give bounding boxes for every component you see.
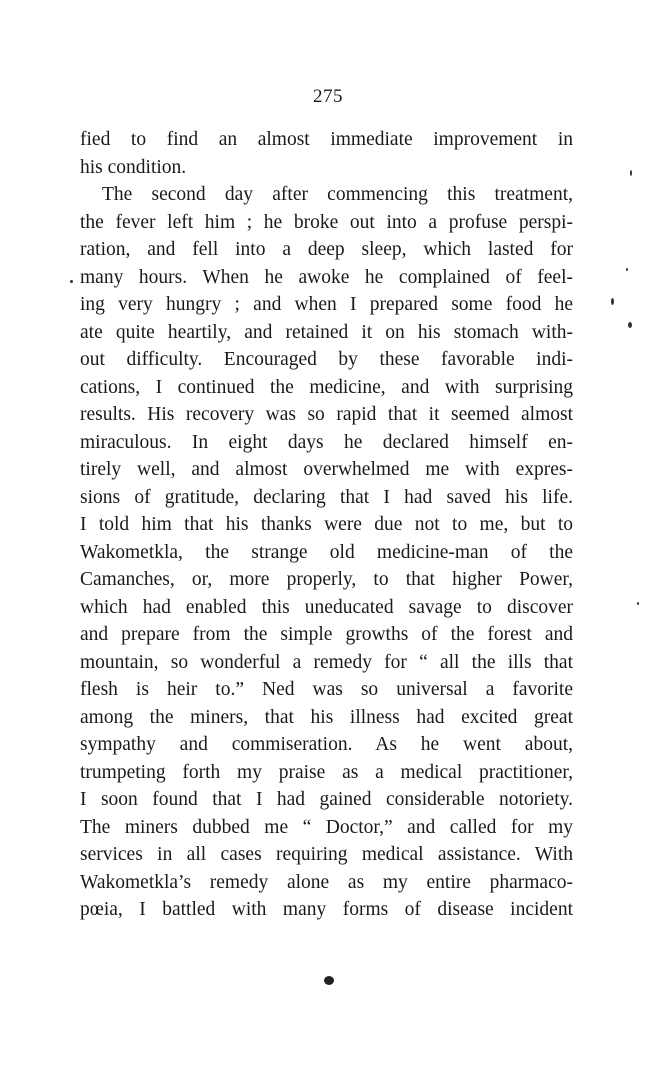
text-line: sympathy and commiseration. As he went about, [80, 734, 573, 755]
text-line: results. His recovery was so rapid that it seemed almost [80, 404, 573, 425]
text-line: ate quite heartily, and retained it on his stomach with- [80, 321, 573, 343]
printer-ornament-mark [324, 976, 334, 985]
text-line: The miners dubbed me “ Doctor,” and called for my [80, 816, 573, 838]
scan-speck [70, 280, 73, 283]
text-line: out difficulty. Encouraged by these favorable indi- [80, 349, 573, 370]
scan-speck [626, 268, 628, 271]
text-line: I soon found that I had gained considerable notoriety. [80, 789, 573, 810]
text-line: I told him that his thanks were due not to me, but to [80, 514, 573, 535]
text-line: miraculous. In eight days he declared himself en- [80, 431, 573, 453]
text-line: ing very hungry ; and when I prepared some food he [80, 294, 573, 315]
text-line: which had enabled this uneducated savage to discover [80, 596, 573, 618]
text-line: pœia, I battled with many forms of disease incident [80, 899, 573, 920]
text-line: fied to find an almost immediate improvement in [80, 129, 573, 150]
text-line: the fever left him ; he broke out into a profuse perspi- [80, 211, 573, 233]
text-line: ration, and fell into a deep sleep, which lasted for [80, 239, 573, 260]
body-text [80, 126, 573, 924]
text-line: The second day after commencing this treatment, [102, 184, 573, 205]
text-line: services in all cases requiring medical assistance. With [80, 844, 573, 865]
text-line: flesh is heir to.” Ned was so universal a favorite [80, 679, 573, 700]
scan-speck [611, 298, 614, 305]
text-line: trumpeting forth my praise as a medical practitioner, [80, 761, 573, 783]
scan-speck [628, 322, 632, 328]
text-line: Wakometkla, the strange old medicine-man of the [80, 541, 573, 563]
text-line: Camanches, or, more properly, to that higher Power, [80, 569, 573, 590]
text-line: and prepare from the simple growths of the forest and [80, 624, 573, 645]
text-line: his condition. [80, 156, 187, 178]
text-line: cations, I continued the medicine, and with surprising [80, 376, 573, 398]
text-line: Wakometkla’s remedy alone as my entire pharmaco- [80, 871, 573, 893]
text-line: among the miners, that his illness had excited great [80, 706, 573, 728]
text-line: many hours. When he awoke he complained of feel- [80, 266, 573, 288]
scan-speck [637, 602, 639, 605]
page-number: 275 [313, 86, 343, 107]
text-line: tirely well, and almost overwhelmed me with expres- [80, 459, 573, 480]
text-line: mountain, so wonderful a remedy for “ all the ills that [80, 651, 573, 673]
scan-speck [630, 170, 632, 176]
text-line: sions of gratitude, declaring that I had saved his life. [80, 486, 573, 508]
